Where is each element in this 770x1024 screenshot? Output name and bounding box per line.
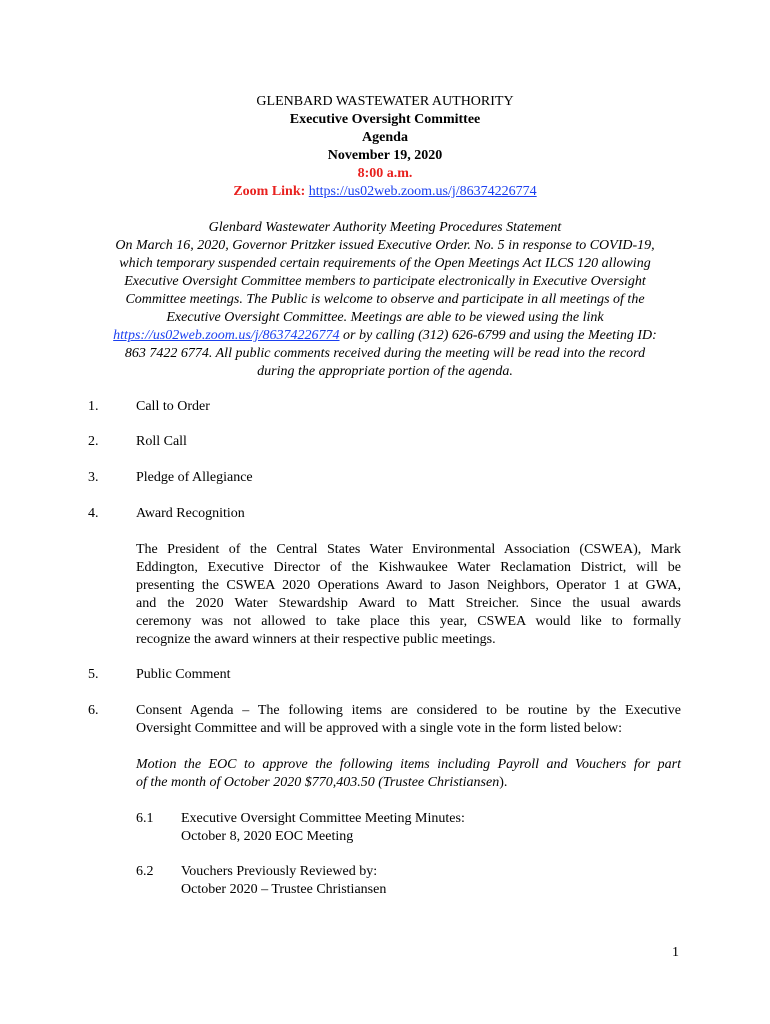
zoom-link[interactable]: https://us02web.zoom.us/j/86374226774 xyxy=(308,184,537,199)
agenda-item-award-recognition: Award Recognition xyxy=(136,506,245,521)
award-paragraph xyxy=(136,541,681,649)
procedures-statement xyxy=(84,219,686,381)
statement-line: which temporary suspended certain requirements of the Open Meetings Act ILCS 120 allowing xyxy=(119,256,651,271)
sub-item-minutes xyxy=(181,810,465,846)
sub-item-number: 6.2 xyxy=(136,864,154,879)
zoom-label: Zoom Link: xyxy=(233,184,306,199)
paragraph-line: recognize the award winners at their respective public meetings. xyxy=(136,632,496,647)
paragraph-line: ceremony was not allowed to take place this year, CSWEA would like to formally xyxy=(136,614,681,629)
agenda-item-roll-call: Roll Call xyxy=(136,434,187,449)
paragraph-line: Oversight Committee and will be approved with a single vote in the form listed below: xyxy=(136,721,623,736)
sub-item-line: Vouchers Previously Reviewed by: xyxy=(181,864,378,879)
motion-trustee: Trustee Christiansen xyxy=(382,775,500,790)
agenda-item-number: 6. xyxy=(88,703,99,718)
consent-motion xyxy=(136,756,681,792)
statement-zoom-link[interactable]: https://us02web.zoom.us/j/86374226774 xyxy=(113,328,340,343)
statement-line: On March 16, 2020, Governor Pritzker issued Executive Order. No. 5 in response to COVID-19, xyxy=(115,238,655,253)
paragraph-line: and the 2020 Water Stewardship Award to Matt Streicher. Since the usual awards xyxy=(136,596,681,611)
agenda-item-number: 5. xyxy=(88,667,99,682)
consent-agenda-text xyxy=(136,702,681,738)
agenda-item-number: 2. xyxy=(88,434,99,449)
agenda-item-number: 1. xyxy=(88,399,99,414)
sub-item-line: October 2020 – Trustee Christiansen xyxy=(181,882,387,897)
motion-line xyxy=(136,774,681,792)
motion-text: of the month of October 2020 $770,403.50 ( xyxy=(136,775,383,790)
statement-line-rest: or by calling (312) 626-6799 and using the Meeting ID: xyxy=(339,328,657,343)
statement-line: during the appropriate portion of the agenda. xyxy=(257,364,513,379)
zoom-line xyxy=(84,183,686,201)
paragraph-line: Eddington, Executive Director of the Kishwaukee Water Reclamation District, will be xyxy=(136,560,681,575)
motion-line: Motion the EOC to approve the following items including Payroll and Vouchers for part xyxy=(136,757,681,772)
meeting-date: November 19, 2020 xyxy=(327,148,443,163)
sub-item-vouchers xyxy=(181,863,386,899)
agenda-item-pledge: Pledge of Allegiance xyxy=(136,470,253,485)
agenda-item-call-to-order: Call to Order xyxy=(136,399,210,414)
sub-item-line: October 8, 2020 EOC Meeting xyxy=(181,829,354,844)
motion-close: ). xyxy=(499,775,508,790)
statement-line: 863 7422 6774. All public comments received during the meeting will be read into the record xyxy=(124,346,646,361)
statement-line: Executive Oversight Committee members to participate electronically in Executive Oversight xyxy=(124,274,646,289)
paragraph-line: The President of the Central States Water Environmental Association (CSWEA), Mark xyxy=(136,542,681,557)
statement-line: Executive Oversight Committee. Meetings are able to be viewed using the link xyxy=(166,310,604,325)
statement-line-with-link xyxy=(84,327,686,345)
sub-item-line: Executive Oversight Committee Meeting Minutes: xyxy=(181,811,465,826)
paragraph-line: presenting the CSWEA 2020 Operations Award to Jason Neighbors, Operator 1 at GWA, xyxy=(136,578,681,593)
meeting-time: 8:00 a.m. xyxy=(357,166,413,181)
page-number: 1 xyxy=(672,945,679,960)
agenda-item-public-comment: Public Comment xyxy=(136,667,231,682)
statement-line: Committee meetings. The Public is welcome to observe and participate in all meetings of the xyxy=(125,292,645,307)
statement-title: Glenbard Wastewater Authority Meeting Procedures Statement xyxy=(208,220,562,235)
sub-item-number: 6.1 xyxy=(136,811,154,826)
agenda-item-number: 4. xyxy=(88,506,99,521)
doc-type: Agenda xyxy=(362,130,408,145)
paragraph-line: Consent Agenda – The following items are considered to be routine by the Executive xyxy=(136,703,681,718)
org-name: GLENBARD WASTEWATER AUTHORITY xyxy=(256,94,514,109)
agenda-item-number: 3. xyxy=(88,470,99,485)
committee-name: Executive Oversight Committee xyxy=(289,112,481,127)
